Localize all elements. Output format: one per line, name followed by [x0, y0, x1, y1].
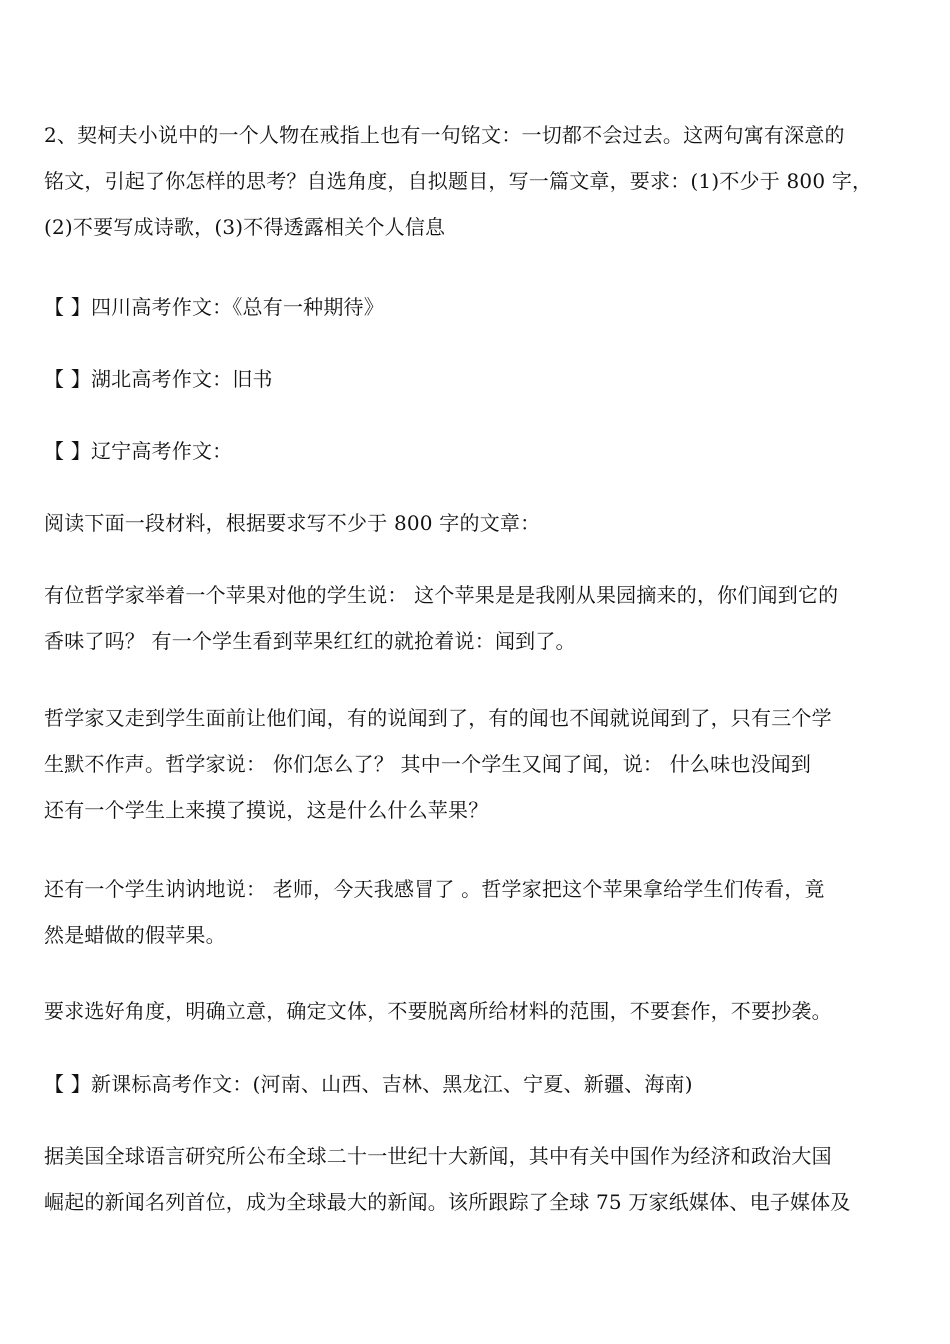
- paragraph-requirements: [44, 988, 924, 1034]
- heading-liaoning-essay: [44, 428, 924, 474]
- text-line: 还有一个学生讷讷地说： 老师，今天我感冒了 。哲学家把这个苹果拿给学生们传看，竟: [44, 877, 825, 901]
- text-line: 然是蜡做的假苹果。: [44, 923, 226, 947]
- text-line: 崛起的新闻名列首位，成为全球最大的新闻。该所跟踪了全球 75 万家纸媒体、电子媒体及: [44, 1190, 851, 1214]
- heading-sichuan-essay: [44, 284, 924, 330]
- text-line: 生默不作声。哲学家说： 你们怎么了？ 其中一个学生又闻了闻，说： 什么味也没闻到: [44, 752, 812, 776]
- paragraph-fake-apple: [44, 866, 924, 958]
- text-line: (2)不要写成诗歌，(3)不得透露相关个人信息: [44, 215, 446, 239]
- heading-hubei-essay: [44, 356, 924, 402]
- text-line: 2、契柯夫小说中的一个人物在戒指上也有一句铭文：一切都不会过去。这两句寓有深意的: [44, 123, 845, 147]
- text-line: 有位哲学家举着一个苹果对他的学生说： 这个苹果是是我刚从果园摘来的，你们闻到它的: [44, 583, 839, 607]
- paragraph-philosopher-apple: [44, 572, 924, 664]
- text-line: 哲学家又走到学生面前让他们闻，有的说闻到了，有的闻也不闻就说闻到了，只有三个学: [44, 706, 832, 730]
- paragraph-prompt-2: [44, 112, 924, 250]
- text-line: 阅读下面一段材料，根据要求写不少于 800 字的文章：: [44, 511, 541, 535]
- paragraph-instruction: [44, 500, 924, 546]
- text-line: 香味了吗？ 有一个学生看到苹果红红的就抢着说：闻到了。: [44, 629, 576, 653]
- text-line: 还有一个学生上来摸了摸说，这是什么什么苹果？: [44, 798, 489, 822]
- paragraph-students-smell: [44, 695, 924, 833]
- text-line: 要求选好角度，明确立意，确定文体，不要脱离所给材料的范围，不要套作，不要抄袭。: [44, 999, 832, 1023]
- text-line: 据美国全球语言研究所公布全球二十一世纪十大新闻，其中有关中国作为经济和政治大国: [44, 1144, 832, 1168]
- text-line: 铭文，引起了你怎样的思考？自选角度，自拟题目，写一篇文章，要求：(1)不少于 800 字，: [44, 169, 873, 193]
- text-line: 【 】湖北高考作文：旧书: [44, 367, 273, 391]
- text-line: 【 】四川高考作文：《总有一种期待》: [44, 295, 384, 319]
- paragraph-global-news: [44, 1133, 924, 1225]
- heading-new-curriculum-essay: [44, 1061, 924, 1107]
- text-line: 【 】辽宁高考作文：: [44, 439, 233, 463]
- text-line: 【 】新课标高考作文：(河南、山西、吉林、黑龙江、宁夏、新疆、海南): [44, 1072, 693, 1096]
